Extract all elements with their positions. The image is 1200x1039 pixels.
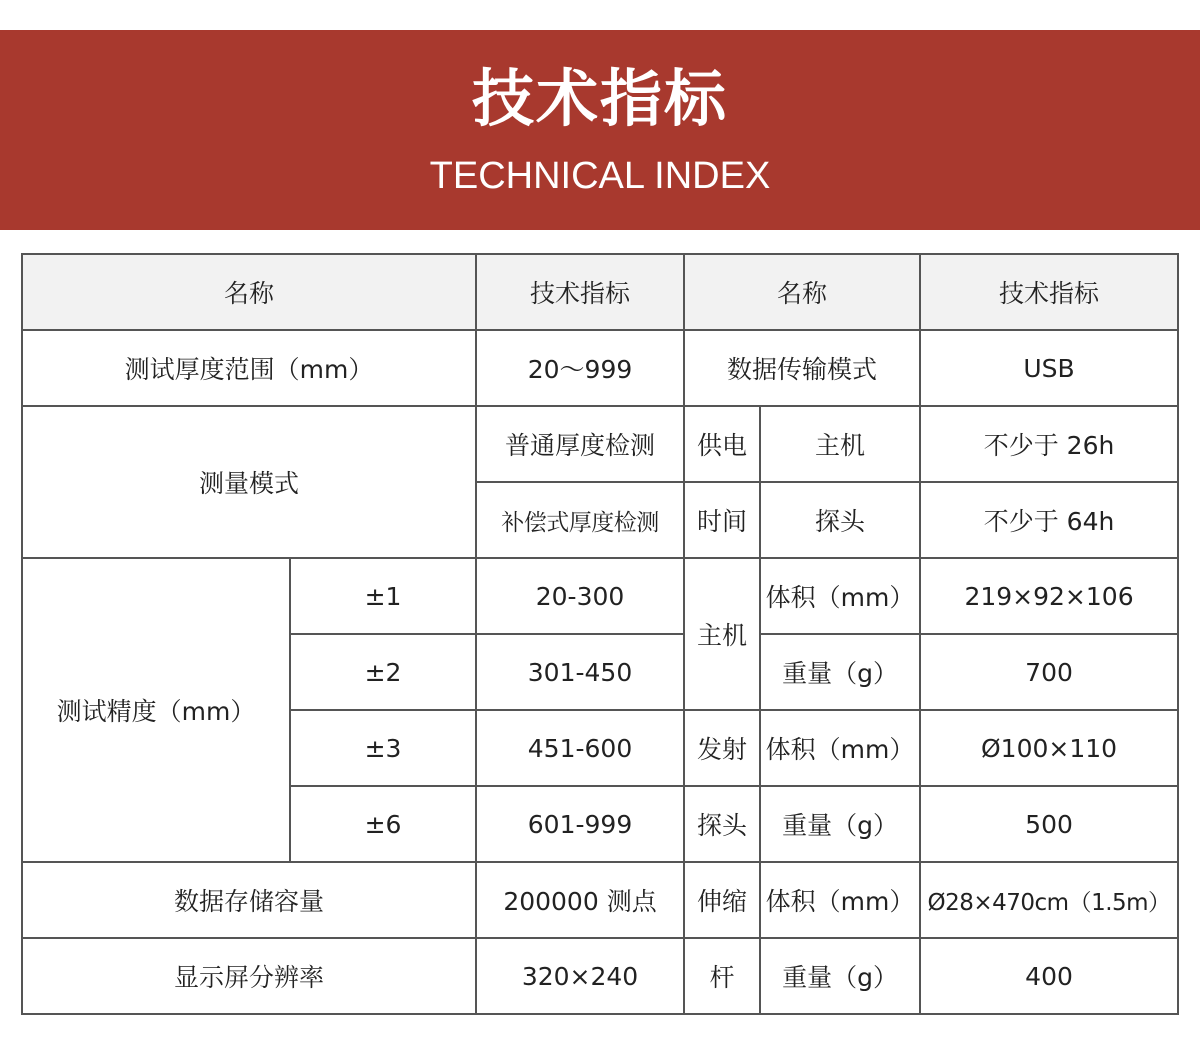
storage-label: 数据存储容量 bbox=[22, 862, 476, 938]
table-header-row bbox=[22, 254, 1178, 330]
table-row bbox=[22, 938, 1178, 1014]
power-probe-value: 不少于 64h bbox=[920, 482, 1178, 558]
rod-weight-label: 重量（g） bbox=[760, 938, 920, 1014]
header-spec-2: 技术指标 bbox=[920, 254, 1178, 330]
host-weight-value: 700 bbox=[920, 634, 1178, 710]
rod-label-top: 伸缩 bbox=[684, 862, 760, 938]
header-name-2: 名称 bbox=[684, 254, 920, 330]
accuracy-label: 测试精度（mm） bbox=[22, 558, 290, 862]
table-row bbox=[22, 862, 1178, 938]
measure-mode-label: 测量模式 bbox=[22, 406, 476, 558]
accuracy-range: 601-999 bbox=[476, 786, 684, 862]
accuracy-tolerance: ±2 bbox=[290, 634, 476, 710]
display-label: 显示屏分辨率 bbox=[22, 938, 476, 1014]
transfer-mode-label: 数据传输模式 bbox=[684, 330, 920, 406]
rod-label-bottom: 杆 bbox=[684, 938, 760, 1014]
tx-probe-volume-label: 体积（mm） bbox=[760, 710, 920, 786]
tx-probe-label-bottom: 探头 bbox=[684, 786, 760, 862]
header-banner bbox=[0, 30, 1200, 230]
rod-volume-label: 体积（mm） bbox=[760, 862, 920, 938]
page-title: 技术指标 bbox=[471, 62, 728, 135]
rod-volume-value: Ø28×470cm（1.5m） bbox=[920, 862, 1178, 938]
display-value: 320×240 bbox=[476, 938, 684, 1014]
accuracy-range: 301-450 bbox=[476, 634, 684, 710]
power-label-bottom: 时间 bbox=[684, 482, 760, 558]
host-unit-label: 主机 bbox=[684, 558, 760, 710]
measure-mode-compensated: 补偿式厚度检测 bbox=[476, 482, 684, 558]
header-spec: 技术指标 bbox=[476, 254, 684, 330]
power-probe-label: 探头 bbox=[760, 482, 920, 558]
measure-mode-normal: 普通厚度检测 bbox=[476, 406, 684, 482]
transfer-mode-value: USB bbox=[920, 330, 1178, 406]
accuracy-tolerance: ±3 bbox=[290, 710, 476, 786]
tx-probe-volume-value: Ø100×110 bbox=[920, 710, 1178, 786]
rod-weight-value: 400 bbox=[920, 938, 1178, 1014]
header-name: 名称 bbox=[22, 254, 476, 330]
host-volume-label: 体积（mm） bbox=[760, 558, 920, 634]
table-row bbox=[22, 558, 1178, 634]
power-host-value: 不少于 26h bbox=[920, 406, 1178, 482]
spec-table bbox=[21, 253, 1179, 1015]
host-volume-value: 219×92×106 bbox=[920, 558, 1178, 634]
tx-probe-weight-value: 500 bbox=[920, 786, 1178, 862]
tx-probe-label-top: 发射 bbox=[684, 710, 760, 786]
power-host-label: 主机 bbox=[760, 406, 920, 482]
accuracy-range: 451-600 bbox=[476, 710, 684, 786]
power-label-top: 供电 bbox=[684, 406, 760, 482]
storage-value: 200000 测点 bbox=[476, 862, 684, 938]
host-weight-label: 重量（g） bbox=[760, 634, 920, 710]
table-row bbox=[22, 406, 1178, 482]
thickness-range-label: 测试厚度范围（mm） bbox=[22, 330, 476, 406]
table-row bbox=[22, 330, 1178, 406]
accuracy-tolerance: ±1 bbox=[290, 558, 476, 634]
tx-probe-weight-label: 重量（g） bbox=[760, 786, 920, 862]
page-subtitle: TECHNICAL INDEX bbox=[429, 155, 771, 197]
thickness-range-value: 20～999 bbox=[476, 330, 684, 406]
accuracy-range: 20-300 bbox=[476, 558, 684, 634]
accuracy-tolerance: ±6 bbox=[290, 786, 476, 862]
